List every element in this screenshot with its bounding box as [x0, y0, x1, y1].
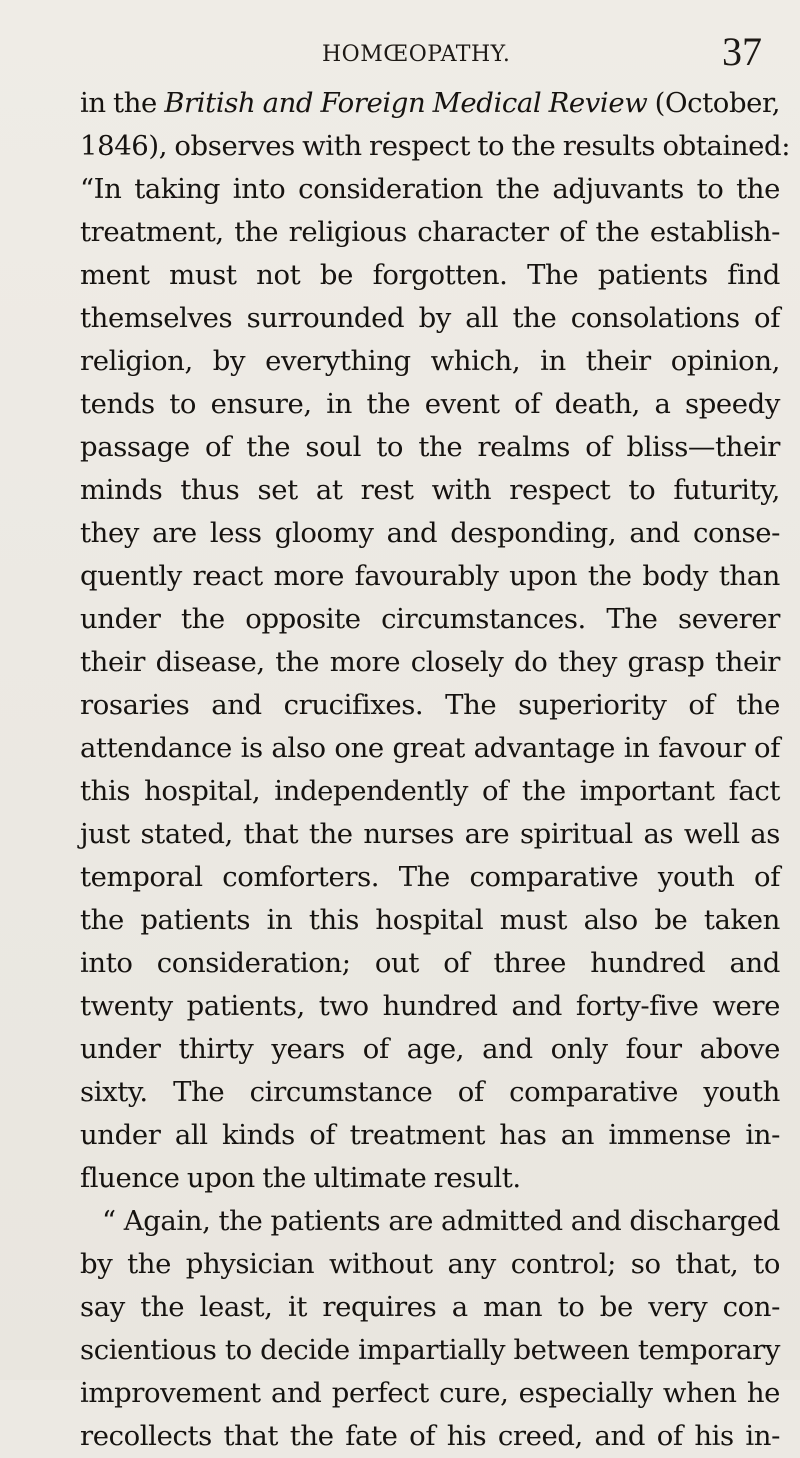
text-line: under the opposite circumstances. The severer [80, 603, 780, 635]
text-line: say the least, it requires a man to be very con- [80, 1291, 780, 1323]
text-line: under all kinds of treatment has an immense in- [80, 1119, 780, 1151]
body-text [80, 82, 791, 1458]
text-line: into consideration; out of three hundred and [80, 947, 780, 979]
text-line: ment must not be forgotten. The patients find [80, 259, 780, 291]
text-line: their disease, the more closely do they grasp their [80, 646, 780, 678]
text-line: tends to ensure, in the event of death, a speedy [80, 388, 780, 420]
text-line: fluence upon the ultimate result. [80, 1162, 521, 1194]
journal-title: British and Foreign Medical Review [164, 87, 648, 119]
text-line: passage of the soul to the realms of bliss—their [80, 431, 780, 463]
text-line: twenty patients, two hundred and forty-five were [80, 990, 780, 1022]
text-line: rosaries and crucifixes. The superiority of the [80, 689, 780, 721]
text-line: the patients in this hospital must also be taken [80, 904, 780, 936]
text-line: under thirty years of age, and only four above [80, 1033, 780, 1065]
running-head: HOMŒOPATHY. [322, 42, 511, 67]
text-line: attendance is also one great advantage in favour of [80, 732, 780, 764]
text-line: this hospital, independently of the important fact [80, 775, 780, 807]
text-line: recollects that the fate of his creed, and of his in- [80, 1420, 780, 1452]
text-line: they are less gloomy and desponding, and conse- [80, 517, 780, 549]
text-line: temporal comforters. The comparative youth of [80, 861, 780, 893]
text-line: by the physician without any control; so that, to [80, 1248, 780, 1280]
text-line: 1846), observes with respect to the results obtained: [80, 130, 791, 162]
text-line: sixty. The circumstance of comparative youth [80, 1076, 780, 1108]
text-line: improvement and perfect cure, especially when he [80, 1377, 780, 1409]
text-line: treatment, the religious character of the establish- [80, 216, 780, 248]
text-line: quently react more favourably upon the body than [80, 560, 780, 592]
text-line: “ Again, the patients are admitted and discharged [102, 1205, 780, 1237]
page-header [0, 28, 800, 72]
text-line: scientious to decide impartially between temporary [80, 1334, 780, 1366]
text-line [80, 82, 780, 125]
text-line: themselves surrounded by all the consolations of [80, 302, 780, 334]
text-line: “In taking into consideration the adjuvants to the [80, 173, 780, 205]
text-span: (October, [647, 87, 781, 119]
text-line: religion, by everything which, in their opinion, [80, 345, 780, 377]
text-span: in the [80, 87, 165, 119]
page-number: 37 [722, 29, 762, 74]
text-line: minds thus set at rest with respect to futurity, [80, 474, 780, 506]
text-line: just stated, that the nurses are spiritual as well as [80, 818, 780, 850]
